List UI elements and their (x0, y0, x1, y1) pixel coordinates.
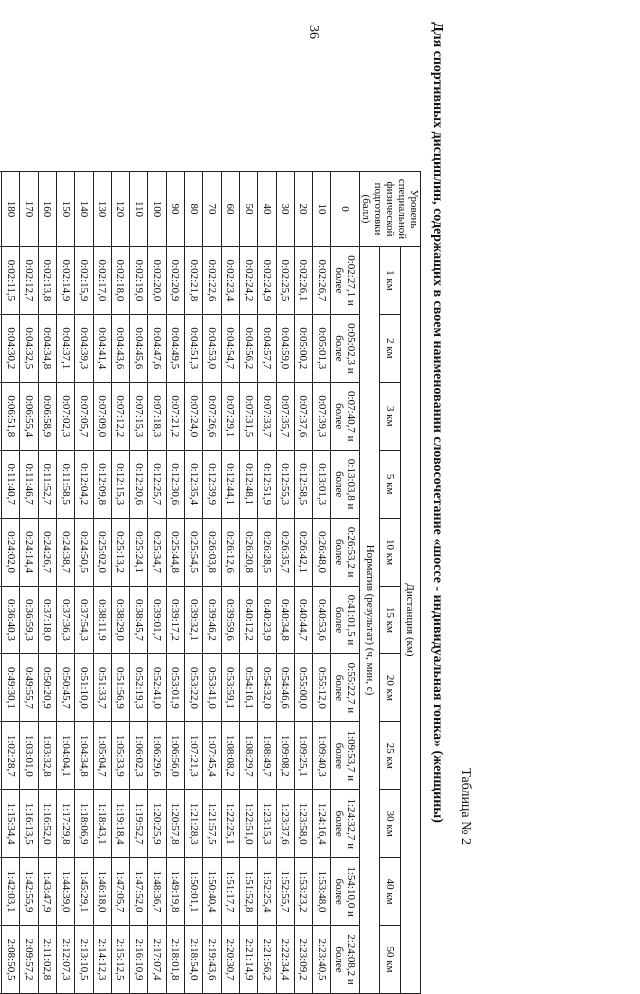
value-cell: 0:39:59,6 (221, 586, 239, 654)
column-header: 20 км (380, 654, 400, 722)
value-cell: 1:18:06,9 (75, 790, 93, 858)
column-header: 30 км (380, 790, 400, 858)
value-cell (0, 450, 2, 518)
value-cell: 2:11:02,8 (38, 926, 56, 994)
table-row (38, 172, 56, 994)
table-row (276, 172, 294, 994)
value-cell: 0:26:53,2 и более (331, 518, 360, 586)
value-cell: 0:37:36,3 (56, 586, 74, 654)
value-cell: 0:26:12,6 (221, 518, 239, 586)
value-cell: 0:53:59,1 (221, 654, 239, 722)
value-cell: 0:52:41,0 (148, 654, 166, 722)
value-cell: 0:02:23,4 (221, 247, 239, 315)
value-cell: 0:07:05,7 (75, 382, 93, 450)
value-cell: 1:23:15,3 (258, 790, 276, 858)
value-cell: 0:02:20,0 (148, 247, 166, 315)
level-cell: 140 (75, 172, 93, 247)
table-body (0, 172, 360, 994)
table-number: Таблица № 2 (458, 768, 473, 845)
column-header: 10 км (380, 518, 400, 586)
value-cell: 2:21:56,2 (258, 926, 276, 994)
value-cell: 0:36:59,3 (20, 586, 38, 654)
value-cell: 0:04:45,6 (130, 314, 148, 382)
value-cell: 0:04:47,6 (148, 314, 166, 382)
value-cell: 0:24:38,7 (56, 518, 74, 586)
value-cell: 0:51:10,0 (75, 654, 93, 722)
value-cell: 0:04:43,6 (111, 314, 129, 382)
level-cell: 160 (38, 172, 56, 247)
level-cell: 10 (313, 172, 331, 247)
value-cell: 0:39:46,2 (203, 586, 221, 654)
value-cell: 0:12:44,1 (221, 450, 239, 518)
value-cell: 0:07:21,2 (166, 382, 184, 450)
value-cell: 2:12:07,3 (56, 926, 74, 994)
value-cell: 0:12:51,9 (258, 450, 276, 518)
table-row (258, 172, 276, 994)
value-cell: 0:06:51,8 (2, 382, 20, 450)
value-cell: 2:09:57,2 (20, 926, 38, 994)
value-cell: 0:53:22,0 (185, 654, 203, 722)
value-cell: 1:15:34,4 (2, 790, 20, 858)
value-cell: 0:40:12,2 (239, 586, 257, 654)
value-cell: 0:12:09,8 (93, 450, 111, 518)
value-cell (0, 314, 2, 382)
column-header: 25 км (380, 722, 400, 790)
value-cell: 1:49:19,8 (166, 858, 184, 926)
value-cell: 0:11:52,7 (38, 450, 56, 518)
value-cell: 0:40:34,8 (276, 586, 294, 654)
value-cell: 0:55:00,0 (294, 654, 312, 722)
value-cell: 0:04:41,4 (93, 314, 111, 382)
level-cell: 150 (56, 172, 74, 247)
level-cell: 0 (331, 172, 360, 247)
value-cell: 0:02:19,0 (130, 247, 148, 315)
value-cell: 0:36:40,3 (2, 586, 20, 654)
value-cell: 0:26:48,0 (313, 518, 331, 586)
value-cell: 0:37:18,0 (38, 586, 56, 654)
value-cell: 2:15:12,5 (111, 926, 129, 994)
value-cell: 0:02:24,2 (239, 247, 257, 315)
value-cell: 2:20:30,7 (221, 926, 239, 994)
value-cell (0, 722, 2, 790)
value-cell: 1:23:58,0 (294, 790, 312, 858)
column-header: 40 км (380, 858, 400, 926)
value-cell: 0:12:58,5 (294, 450, 312, 518)
level-cell: 120 (111, 172, 129, 247)
value-cell: 0:07:12,2 (111, 382, 129, 450)
value-cell: 0:07:09,0 (93, 382, 111, 450)
value-cell: 0:02:26,1 (294, 247, 312, 315)
value-cell: 0:38:29,0 (111, 586, 129, 654)
value-cell: 2:16:10,9 (130, 926, 148, 994)
table-row (111, 172, 129, 994)
value-cell: 0:25:24,1 (130, 518, 148, 586)
value-cell: 0:02:21,8 (185, 247, 203, 315)
value-cell: 0:12:39,9 (203, 450, 221, 518)
value-cell: 1:09:53,7 и более (331, 722, 360, 790)
value-cell (0, 382, 2, 450)
value-cell: 0:25:13,2 (111, 518, 129, 586)
value-cell: 0:11:40,7 (2, 450, 20, 518)
value-cell: 0:40:23,9 (258, 586, 276, 654)
level-cell: 80 (185, 172, 203, 247)
value-cell: 1:04:04,1 (56, 722, 74, 790)
value-cell: 1:51:17,7 (221, 858, 239, 926)
value-cell: 0:04:32,5 (20, 314, 38, 382)
value-cell: 1:45:29,1 (75, 858, 93, 926)
value-cell: 0:06:55,4 (20, 382, 38, 450)
level-cell: 100 (148, 172, 166, 247)
table-row (56, 172, 74, 994)
level-cell: 170 (20, 172, 38, 247)
value-cell: 0:54:16,1 (239, 654, 257, 722)
level-header: Уровень специальной физической подготовки (балл) (360, 172, 421, 247)
column-header: 1 км (380, 247, 400, 315)
value-cell: 0:07:15,3 (130, 382, 148, 450)
value-cell: 1:44:39,0 (56, 858, 74, 926)
value-cell: 0:25:34,7 (148, 518, 166, 586)
value-cell: 0:26:03,8 (203, 518, 221, 586)
value-cell: 0:13:03,8 и более (331, 450, 360, 518)
value-cell: 1:48:36,7 (148, 858, 166, 926)
value-cell: 0:55:12,0 (313, 654, 331, 722)
value-cell: 0:05:01,3 (313, 314, 331, 382)
value-cell: 0:12:30,6 (166, 450, 184, 518)
value-cell: 0:52:19,3 (130, 654, 148, 722)
value-cell: 0:02:20,9 (166, 247, 184, 315)
value-cell: 1:21:28,3 (185, 790, 203, 858)
value-cell: 1:24:32,7 и более (331, 790, 360, 858)
value-cell: 1:50:01,1 (185, 858, 203, 926)
value-cell: 0:54:46,6 (276, 654, 294, 722)
value-cell: 1:47:05,7 (111, 858, 129, 926)
table-row (294, 172, 312, 994)
value-cell: 0:51:33,7 (93, 654, 111, 722)
value-cell: 0:13:01,3 (313, 450, 331, 518)
value-cell: 1:05:04,7 (93, 722, 111, 790)
level-cell: 30 (276, 172, 294, 247)
value-cell: 1:43:47,9 (38, 858, 56, 926)
value-cell: 0:04:56,2 (239, 314, 257, 382)
value-cell (0, 926, 2, 994)
value-cell: 1:05:33,9 (111, 722, 129, 790)
value-cell: 2:23:40,5 (313, 926, 331, 994)
value-cell: 1:42:03,1 (2, 858, 20, 926)
value-cell: 1:51:52,8 (239, 858, 257, 926)
column-header: 3 км (380, 382, 400, 450)
value-cell: 0:25:02,0 (93, 518, 111, 586)
rotated-table-container (0, 171, 421, 994)
value-cell: 0:38:11,9 (93, 586, 111, 654)
level-cell: 50 (239, 172, 257, 247)
value-cell: 0:39:17,2 (166, 586, 184, 654)
value-cell: 2:24:08,2 и более (331, 926, 360, 994)
value-cell: 0:26:42,1 (294, 518, 312, 586)
value-cell: 0:39:01,7 (148, 586, 166, 654)
table-row (75, 172, 93, 994)
value-cell: 1:09:25,1 (294, 722, 312, 790)
value-cell: 0:12:25,7 (148, 450, 166, 518)
value-cell: 1:09:40,3 (313, 722, 331, 790)
value-cell: 1:03:01,0 (20, 722, 38, 790)
value-cell: 0:02:13,8 (38, 247, 56, 315)
value-cell: 0:07:24,0 (185, 382, 203, 450)
value-cell: 0:26:35,7 (276, 518, 294, 586)
value-cell: 1:21:57,5 (203, 790, 221, 858)
value-cell: 0:55:22,7 и более (331, 654, 360, 722)
value-cell: 0:37:54,3 (75, 586, 93, 654)
value-cell: 0:24:02,0 (2, 518, 20, 586)
value-cell (0, 247, 2, 315)
value-cell: 1:20:57,8 (166, 790, 184, 858)
table-row (20, 172, 38, 994)
value-cell: 1:53:23,2 (294, 858, 312, 926)
value-cell: 0:40:44,7 (294, 586, 312, 654)
value-cell: 0:04:54,7 (221, 314, 239, 382)
value-cell: 0:05:02,3 и более (331, 314, 360, 382)
value-cell: 0:02:12,7 (20, 247, 38, 315)
value-cell: 0:24:14,4 (20, 518, 38, 586)
value-cell: 0:53:41,0 (203, 654, 221, 722)
value-cell: 1:47:52,0 (130, 858, 148, 926)
level-cell: 20 (294, 172, 312, 247)
value-cell: 0:02:14,9 (56, 247, 74, 315)
table-row (93, 172, 111, 994)
value-cell: 0:02:25,5 (276, 247, 294, 315)
value-cell: 1:52:25,4 (258, 858, 276, 926)
value-cell: 2:18:01,8 (166, 926, 184, 994)
value-cell: 1:06:02,3 (130, 722, 148, 790)
value-cell: 0:02:17,0 (93, 247, 111, 315)
value-cell: 0:12:04,2 (75, 450, 93, 518)
level-cell: 70 (203, 172, 221, 247)
value-cell: 1:52:55,7 (276, 858, 294, 926)
level-cell: 130 (93, 172, 111, 247)
value-cell: 1:19:52,7 (130, 790, 148, 858)
level-cell: 110 (130, 172, 148, 247)
norm-header: Норматив (результат) (ч, мин, с) (360, 247, 380, 994)
value-cell: 0:04:53,0 (203, 314, 221, 382)
value-cell: 2:13:10,5 (75, 926, 93, 994)
value-cell: 2:18:54,0 (185, 926, 203, 994)
value-cell: 1:03:32,8 (38, 722, 56, 790)
value-cell: 0:41:01,5 и более (331, 586, 360, 654)
value-cell: 1:08:08,2 (221, 722, 239, 790)
value-cell: 0:07:35,7 (276, 382, 294, 450)
value-cell: 0:07:40,7 и более (331, 382, 360, 450)
value-cell (0, 518, 2, 586)
value-cell: 2:23:09,2 (294, 926, 312, 994)
value-cell: 0:07:18,3 (148, 382, 166, 450)
value-cell: 1:54:10,0 и более (331, 858, 360, 926)
value-cell: 0:02:27,1 и более (331, 247, 360, 315)
level-cell: 90 (166, 172, 184, 247)
value-cell: 1:22:25,1 (221, 790, 239, 858)
value-cell: 0:40:53,6 (313, 586, 331, 654)
value-cell: 1:23:37,6 (276, 790, 294, 858)
value-cell: 0:07:26,6 (203, 382, 221, 450)
value-cell: 0:07:33,7 (258, 382, 276, 450)
value-cell (0, 654, 2, 722)
level-cell: 180 (2, 172, 20, 247)
value-cell: 0:12:48,1 (239, 450, 257, 518)
value-cell: 0:26:20,8 (239, 518, 257, 586)
table-row (130, 172, 148, 994)
value-cell: 1:07:45,4 (203, 722, 221, 790)
value-cell: 1:07:21,3 (185, 722, 203, 790)
page-number: 36 (306, 25, 321, 39)
value-cell: 1:22:51,0 (239, 790, 257, 858)
value-cell: 0:49:30,1 (2, 654, 20, 722)
column-header-row (380, 172, 400, 994)
value-cell: 2:19:43,6 (203, 926, 221, 994)
value-cell: 2:17:07,4 (148, 926, 166, 994)
table-row (239, 172, 257, 994)
value-cell: 2:21:14,9 (239, 926, 257, 994)
value-cell: 1:46:18,0 (93, 858, 111, 926)
value-cell: 1:09:08,2 (276, 722, 294, 790)
table-row (203, 172, 221, 994)
value-cell: 1:24:16,4 (313, 790, 331, 858)
value-cell: 0:38:45,7 (130, 586, 148, 654)
value-cell: 1:19:18,4 (111, 790, 129, 858)
value-cell: 0:12:15,3 (111, 450, 129, 518)
value-cell: 0:25:44,8 (166, 518, 184, 586)
value-cell: 0:02:15,9 (75, 247, 93, 315)
column-header: 2 км (380, 314, 400, 382)
value-cell: 0:11:58,5 (56, 450, 74, 518)
value-cell: 0:11:46,7 (20, 450, 38, 518)
level-cell (0, 172, 2, 247)
value-cell: 1:08:49,7 (258, 722, 276, 790)
table-row (331, 172, 360, 994)
value-cell: 0:49:55,7 (20, 654, 38, 722)
value-cell: 2:22:34,4 (276, 926, 294, 994)
value-cell: 0:54:32,0 (258, 654, 276, 722)
value-cell: 0:02:18,0 (111, 247, 129, 315)
value-cell: 0:12:55,3 (276, 450, 294, 518)
value-cell (0, 790, 2, 858)
table-row (2, 172, 20, 994)
column-header: 5 км (380, 450, 400, 518)
value-cell: 0:04:39,3 (75, 314, 93, 382)
value-cell: 0:02:11,5 (2, 247, 20, 315)
column-header: 50 км (380, 926, 400, 994)
document-title: Для спортивных дисциплин, содержащих в своем наименовании словосочетание «шоссе - индивидуальная гонка» (женщины) (430, 22, 445, 823)
value-cell: 0:39:32,1 (185, 586, 203, 654)
value-cell: 0:07:31,5 (239, 382, 257, 450)
table-row (166, 172, 184, 994)
value-cell: 1:42:55,9 (20, 858, 38, 926)
level-cell: 60 (221, 172, 239, 247)
value-cell: 1:06:29,6 (148, 722, 166, 790)
value-cell: 0:26:28,5 (258, 518, 276, 586)
value-cell: 0:24:50,5 (75, 518, 93, 586)
value-cell: 0:50:45,7 (56, 654, 74, 722)
value-cell: 0:51:56,9 (111, 654, 129, 722)
distance-header: Дистанция (км) (400, 247, 420, 994)
value-cell: 0:06:58,9 (38, 382, 56, 450)
value-cell: 1:53:48,0 (313, 858, 331, 926)
value-cell: 0:12:35,4 (185, 450, 203, 518)
value-cell: 1:20:25,9 (148, 790, 166, 858)
table-row (221, 172, 239, 994)
value-cell: 0:07:02,3 (56, 382, 74, 450)
value-cell: 1:16:52,0 (38, 790, 56, 858)
level-cell: 40 (258, 172, 276, 247)
value-cell: 0:07:29,1 (221, 382, 239, 450)
value-cell: 0:53:01,9 (166, 654, 184, 722)
value-cell (0, 858, 2, 926)
value-cell: 0:02:26,7 (313, 247, 331, 315)
table-row (148, 172, 166, 994)
value-cell: 0:02:22,6 (203, 247, 221, 315)
value-cell: 1:04:34,8 (75, 722, 93, 790)
value-cell: 0:04:57,7 (258, 314, 276, 382)
value-cell: 1:02:28,7 (2, 722, 20, 790)
value-cell: 0:04:59,0 (276, 314, 294, 382)
value-cell: 0:07:37,6 (294, 382, 312, 450)
value-cell: 0:02:24,9 (258, 247, 276, 315)
value-cell: 1:18:43,1 (93, 790, 111, 858)
table-row (185, 172, 203, 994)
value-cell: 0:04:30,2 (2, 314, 20, 382)
table-row (313, 172, 331, 994)
value-cell: 0:50:20,9 (38, 654, 56, 722)
value-cell: 2:14:12,3 (93, 926, 111, 994)
value-cell: 0:04:51,3 (185, 314, 203, 382)
norms-table (0, 171, 421, 994)
value-cell: 0:04:34,8 (38, 314, 56, 382)
value-cell: 1:08:29,7 (239, 722, 257, 790)
value-cell (0, 586, 2, 654)
value-cell: 1:06:56,0 (166, 722, 184, 790)
value-cell: 0:04:49,5 (166, 314, 184, 382)
value-cell: 1:50:40,4 (203, 858, 221, 926)
value-cell: 0:04:37,1 (56, 314, 74, 382)
table-row (0, 172, 2, 994)
value-cell: 0:12:20,6 (130, 450, 148, 518)
value-cell: 0:07:39,3 (313, 382, 331, 450)
value-cell: 0:25:54,5 (185, 518, 203, 586)
value-cell: 1:17:29,8 (56, 790, 74, 858)
column-header: 15 км (380, 586, 400, 654)
value-cell: 0:24:26,7 (38, 518, 56, 586)
value-cell: 1:16:13,5 (20, 790, 38, 858)
value-cell: 2:08:50,5 (2, 926, 20, 994)
value-cell: 0:05:00,2 (294, 314, 312, 382)
